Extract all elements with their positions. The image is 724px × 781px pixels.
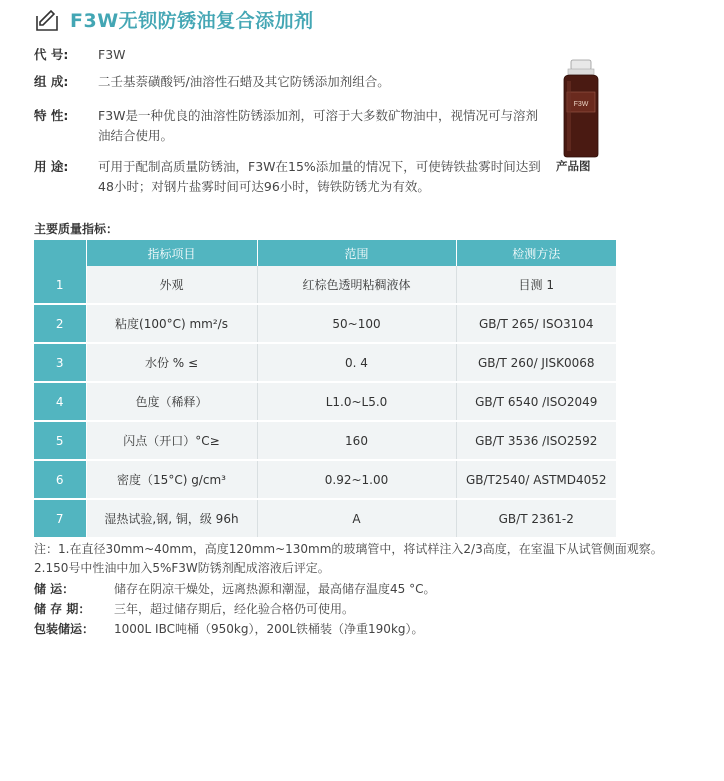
footer-label: 包装储运： [34, 622, 95, 636]
range-cell: A [257, 499, 456, 538]
product-caption: 产品图 [556, 159, 591, 173]
info-value: 二壬基萘磺酸钙/油溶性石蜡及其它防锈添加剂组合。 [98, 74, 390, 89]
row-number: 7 [34, 499, 86, 538]
footer-value: 储存在阴凉干燥处，远离热源和潮湿，最高储存温度45 °C。 [114, 582, 436, 596]
item-cell: 湿热试验,钢, 铜，级 96h [86, 499, 257, 538]
footer-value: 1000L IBC吨桶（950kg），200L铁桶装（净重190kg）。 [114, 622, 424, 636]
notes-block [34, 540, 663, 578]
info-label: 组 成: [34, 74, 69, 89]
range-cell: 红棕色透明粘稠液体 [257, 266, 456, 304]
row-number: 6 [34, 460, 86, 499]
page-title: F3W无钡防锈油复合添加剂 [70, 9, 314, 32]
item-cell: 水份 % ≤ [86, 343, 257, 382]
item-cell: 色度（稀释） [86, 382, 257, 421]
table-row [34, 382, 616, 421]
method-cell: GB/T2540/ ASTMD4052 [456, 460, 616, 499]
footer-label: 储 运： [34, 582, 75, 596]
row-number: 2 [34, 304, 86, 343]
product-bottle-image [556, 58, 606, 158]
table-row [34, 499, 616, 538]
section-title: 主要质量指标： [34, 222, 119, 236]
table-row [34, 343, 616, 382]
range-cell: L1.0~L5.0 [257, 382, 456, 421]
info-label: 用 途: [34, 159, 69, 174]
row-number: 1 [34, 266, 86, 304]
range-cell: 50~100 [257, 304, 456, 343]
method-cell: GB/T 2361-2 [456, 499, 616, 538]
table-row [34, 304, 616, 343]
column-header [34, 240, 86, 266]
title-bar [34, 2, 314, 36]
footer-value: 三年，超过储存期后，经化验合格仍可使用。 [114, 602, 355, 616]
method-cell: GB/T 3536 /ISO2592 [456, 421, 616, 460]
footer-label: 储 存 期： [34, 602, 91, 616]
range-cell: 160 [257, 421, 456, 460]
item-cell: 外观 [86, 266, 257, 304]
item-cell: 闪点（开口）°C≥ [86, 421, 257, 460]
table-row [34, 266, 616, 304]
range-cell: 0. 4 [257, 343, 456, 382]
range-cell: 0.92~1.00 [257, 460, 456, 499]
method-cell: 目测 1 [456, 266, 616, 304]
row-number: 3 [34, 343, 86, 382]
method-cell: GB/T 260/ JISK0068 [456, 343, 616, 382]
column-header: 指标项目 [86, 240, 257, 266]
method-cell: GB/T 6540 /ISO2049 [456, 382, 616, 421]
info-value: F3W [98, 47, 126, 62]
info-value: F3W是一种优良的油溶性防锈添加剂，可溶于大多数矿物油中，视情况可与溶剂油结合使用。 [98, 108, 539, 143]
info-value: 可用于配制高质量防锈油，F3W在15%添加量的情况下，可使铸铁盐雾时间达到48小时；对钢片盐雾时间可达96小时，铸铁防锈尤为有效。 [98, 159, 541, 194]
footer-shelf-life [34, 600, 354, 619]
method-cell: GB/T 265/ ISO3104 [456, 304, 616, 343]
bottle-label: F3W [573, 101, 589, 108]
footer-storage [34, 580, 435, 599]
info-label: 特 性: [34, 108, 69, 123]
item-cell: 密度（15°C) g/cm³ [86, 460, 257, 499]
note-line: 注：1.在直径30mm~40mm，高度120mm~130mm的玻璃管中，将试样注入2/3高度，在室温下从试管侧面观察。 [34, 542, 663, 556]
column-header: 范围 [257, 240, 456, 266]
note-line: 2.150号中性油中加入5%F3W防锈剂配成溶液后评定。 [34, 561, 330, 575]
info-label: 代 号: [34, 47, 69, 62]
footer-packaging [34, 620, 424, 639]
row-number: 5 [34, 421, 86, 460]
document-edit-icon [34, 6, 60, 32]
item-cell: 粘度(100°C) mm²/s [86, 304, 257, 343]
column-header: 检测方法 [456, 240, 616, 266]
table-row [34, 421, 616, 460]
row-number: 4 [34, 382, 86, 421]
table-row [34, 460, 616, 499]
table-header-row [34, 240, 616, 266]
quality-spec-table [34, 240, 616, 539]
